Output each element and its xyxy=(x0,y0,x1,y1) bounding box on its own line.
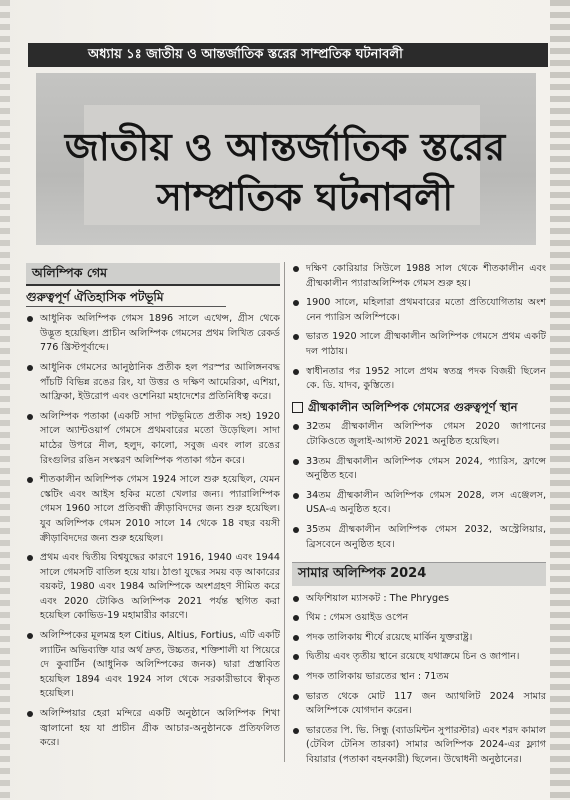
bullet-icon xyxy=(27,555,33,561)
bullet-icon xyxy=(293,369,299,375)
bullet-icon xyxy=(293,596,299,602)
subsection-heading-history: গুরুত্বপূর্ণ ঐতিহাসিক পটভূমি xyxy=(26,290,226,308)
right-column xyxy=(292,262,546,773)
venues-heading: গ্রীষ্মকালীন অলিম্পিক গেমসের গুরুত্বপূর্ণ স্থান xyxy=(292,400,546,415)
bullet-icon xyxy=(293,459,299,465)
list-item: থিম : গেমস ওয়াইড ওপেন xyxy=(292,611,546,626)
bullet-icon xyxy=(293,728,299,734)
bullet-icon xyxy=(293,654,299,660)
bullet-icon xyxy=(27,633,33,639)
list-item: শীতকালীন অলিম্পিক গেমস 1924 সালে শুরু হয়েছিল, যেমন স্কেটিং এবং আইস হকির মতো খেলার জন্য। প্যারালিম্পিক গেমস 1960 সালে প্রতিবন্ধী ক্রীড়াবিদদের জন্য শুরু হয়েছিল। যুব অলিম্পিক গেমস 2010 সালে 14 থেকে 18 বছর বয়সী ক্রীড়াবিদদের জন্য শুরু হয়েছিল। xyxy=(26,473,280,546)
bullet-icon xyxy=(293,694,299,700)
chapter-header: অধ্যায় ১ঃ জাতীয় ও আন্তর্জাতিক স্তরের সাম্প্রতিক ঘটনাবলী xyxy=(28,43,548,67)
bullet-icon xyxy=(293,300,299,306)
list-item: অফিশিয়াল ম্যাসকট : The Phryges xyxy=(292,592,546,607)
bullet-icon xyxy=(293,674,299,680)
list-item: পদক তালিকায় ভারতের স্থান : 71তম xyxy=(292,670,546,685)
list-item: স্বাধীনতার পর 1952 সালে প্রথম স্বতন্ত্র পদক বিজয়ী ছিলেন কে. ডি. যাদব, কুস্তিতে। xyxy=(292,365,546,394)
bullet-icon xyxy=(27,477,33,483)
summer-2024-list xyxy=(292,592,546,768)
bullet-icon xyxy=(293,424,299,430)
list-item: 34তম গ্রীষ্মকালীন অলিম্পিক গেমস 2028, লস এঞ্জেলস, USA-এ অনুষ্ঠিত হবে। xyxy=(292,489,546,518)
list-item: দ্বিতীয় এবং তৃতীয় স্থানে রয়েছে যথাক্রমে চিন ও জাপান। xyxy=(292,650,546,665)
list-item: আধুনিক অলিম্পিক গেমস 1896 সালে এথেন্স, গ্রীস থেকে উদ্ভূত হয়েছিল। প্রাচীন অলিম্পিক গেমসের প্রথম লিখিত রেকর্ড 776 খ্রিস্টপূর্বাব্দে। xyxy=(26,312,280,356)
section-heading-olympic: অলিম্পিক গেম xyxy=(26,263,280,286)
list-item: 35তম গ্রীষ্মকালীন অলিম্পিক গেমস 2032, অস্ট্রেলিয়ার, ব্রিসবেনে অনুষ্ঠিত হবে। xyxy=(292,523,546,552)
list-item: 1900 সালে, মহিলারা প্রথমবারের মতো প্রতিযোগিতায় অংশ নেন প্যারিস অলিম্পিকে। xyxy=(292,296,546,325)
venues-list xyxy=(292,420,546,552)
history-list xyxy=(26,312,280,751)
checkbox-square-icon xyxy=(292,402,303,413)
list-item: পদক তালিকায় শীর্ষে রয়েছে মার্কিন যুক্তরাষ্ট্র। xyxy=(292,631,546,646)
bullet-icon xyxy=(27,414,33,420)
summer-olympic-2024-heading: সামার অলিম্পিক 2024 xyxy=(292,562,546,586)
list-item: অলিম্পিয়ার হেরা মন্দিরে একটি অনুষ্ঠানে অলিম্পিক শিখা জ্বালানো হয় যা প্রাচীন গ্রীক আচার-অনুষ্ঠানকে প্রতিফলিত করে। xyxy=(26,707,280,751)
list-item: 33তম গ্রীষ্মকালীন অলিম্পিক গেমস 2024, প্যারিস, ফ্রান্সে অনুষ্ঠিত হবে। xyxy=(292,455,546,484)
bullet-icon xyxy=(27,365,33,371)
bullet-icon xyxy=(293,527,299,533)
list-item: দক্ষিণ কোরিয়ার সিউলে 1988 সাল থেকে শীতকালীন এবং গ্রীষ্মকালীন প্যারাঅলিম্পিক গেমস শুরু হয়। xyxy=(292,262,546,291)
page-title-line-2: সাম্প্রতিক ঘটনাবলী xyxy=(156,175,454,219)
bullet-icon xyxy=(293,635,299,641)
bullet-icon xyxy=(27,711,33,717)
bullet-icon xyxy=(27,316,33,322)
column-divider xyxy=(284,262,285,762)
list-item: অলিম্পিক পতাকা (একটি সাদা পটভূমিতে প্রতীক সহ) 1920 সালে অ্যান্টওয়ার্প গেমসে প্রথমবারের মতো উড়েছিল। সাদা মাঠের উপরে নীল, হলুদ, কালো, সবুজ এবং লাল রঙের রিংগুলির রঙিন সংস্করণ অলিম্পিক পতাকা গঠন করে। xyxy=(26,410,280,468)
facts-list xyxy=(292,262,546,394)
list-item: ভারতের পি. ভি. সিন্ধু (ব্যাডমিন্টন সুপারস্টার) এবং শরদ কামাল (টেবিল টেনিস তারকা) সামার অলিম্পিক 2024-এর ফ্ল্যাগ বিয়ারার (পতাকা বহনকারী) ছিলেন। উদ্বোধনী অনুষ্ঠানের। xyxy=(292,724,546,768)
list-item: আধুনিক গেমসের আনুষ্ঠানিক প্রতীক হল পরস্পর আলিঙ্গনবদ্ধ পাঁচটি বিভিন্ন রঙের রিং, যা উত্তর ও দক্ষিণ আমেরিকা, এশিয়া, আফ্রিকা, ইউরোপ এবং ওশেনিয়া মহাদেশের প্রতিনিধিত্ব করে। xyxy=(26,361,280,405)
page-title-line-1: জাতীয় ও আন্তর্জাতিক স্তরের xyxy=(64,125,506,169)
bullet-icon xyxy=(293,266,299,272)
list-item: 32তম গ্রীষ্মকালীন অলিম্পিক গেমস 2020 জাপানের টোকিওতে জুলাই-আগস্ট 2021 অনুষ্ঠিত হয়েছিল। xyxy=(292,420,546,449)
bullet-icon xyxy=(293,334,299,340)
list-item: অলিম্পিকের মূলমন্ত্র হল Citius, Altius, Fortius, এটি একটি ল্যাটিন অভিব্যক্তি যার অর্থ দ্রুত, উচ্চতর, শক্তিশালী যা পিয়েরে দে কুবার্টিন (আধুনিক অলিম্পিকের জনক) দ্বারা প্রস্তাবিত হয়েছিল 1894 এবং 1924 সাল থেকে সরকারীভাবে স্বীকৃত হয়েছিল। xyxy=(26,629,280,702)
bullet-icon xyxy=(293,615,299,621)
bullet-icon xyxy=(293,493,299,499)
left-column xyxy=(26,263,280,756)
list-item: ভারত 1920 সালে গ্রীষ্মকালীন অলিম্পিক গেমসে প্রথম একটি দল পাঠায়। xyxy=(292,330,546,359)
list-item: ভারত থেকে মোট 117 জন অ্যাথলিট 2024 সামার অলিম্পিকে যোগদান করেন। xyxy=(292,690,546,719)
list-item: প্রথম এবং দ্বিতীয় বিশ্বযুদ্ধের কারণে 1916, 1940 এবং 1944 সালে গেমসটি বাতিল হয়ে যায়। ঠাণ্ডা যুদ্ধের সময় বড় আকারের বয়কট, 1980 এবং 1984 অলিম্পিকে অংশগ্রহণ সীমিত করে এবং 2020 টোকিও অলিম্পিক 2021 পর্যন্ত স্থগিত করা হয়েছিল কোভিড-19 মহামারীর কারণে। xyxy=(26,551,280,624)
